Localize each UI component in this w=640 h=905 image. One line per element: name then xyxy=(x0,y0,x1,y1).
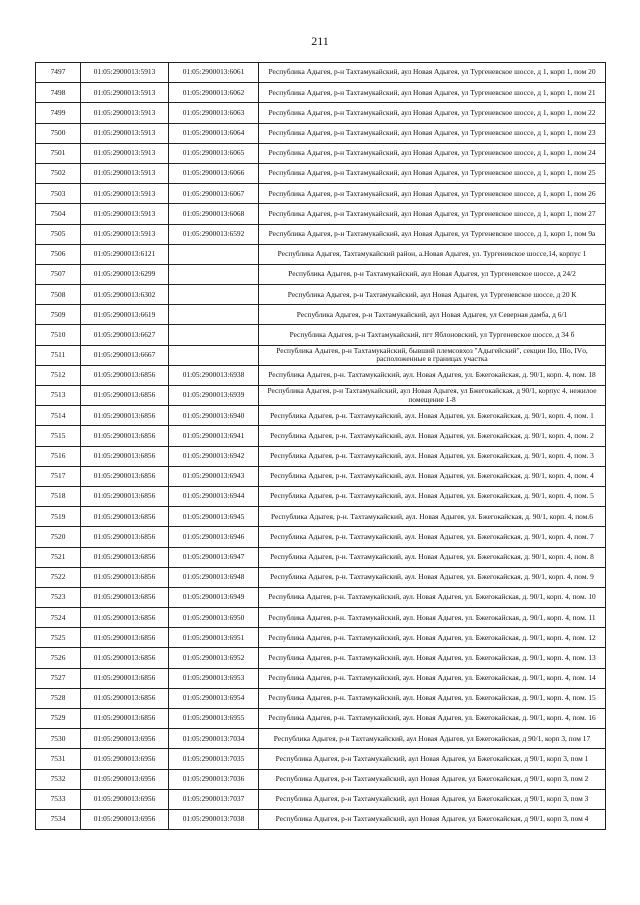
table-row xyxy=(36,305,606,325)
premises-number-cell: 01:05:2900013:6063 xyxy=(169,103,259,123)
row-number-cell: 7503 xyxy=(36,184,81,204)
cadastral-number-cell: 01:05:2900013:6856 xyxy=(81,486,169,506)
premises-number-cell: 01:05:2900013:6940 xyxy=(169,406,259,426)
row-number-cell: 7516 xyxy=(36,446,81,466)
row-number-cell: 7522 xyxy=(36,567,81,587)
cadastral-number-cell: 01:05:2900013:5913 xyxy=(81,63,169,83)
table-row xyxy=(36,608,606,628)
cadastral-number-cell: 01:05:2900013:6856 xyxy=(81,466,169,486)
premises-number-cell: 01:05:2900013:6955 xyxy=(169,709,259,729)
cadastral-number-cell: 01:05:2900013:6856 xyxy=(81,648,169,668)
table-row xyxy=(36,507,606,527)
premises-number-cell: 01:05:2900013:6939 xyxy=(169,386,259,406)
row-number-cell: 7498 xyxy=(36,83,81,103)
address-cell: Республика Адыгея, р-н. Тахтамукайский, аул. Новая Адыгея, ул. Бжегокайская, д. 90/1, корп. 4, пом. 8 xyxy=(259,547,606,567)
table-row xyxy=(36,184,606,204)
address-cell: Республика Адыгея, р-н. Тахтамукайский, аул. Новая Адыгея, ул. Бжегокайская, д. 90/1, корп. 4, пом. 16 xyxy=(259,709,606,729)
address-cell: Республика Адыгея, р-н Тахтамукайский, аул Новая Адыгея, ул Тургеневское шоссе, д 1, корп 1, пом 25 xyxy=(259,163,606,183)
row-number-cell: 7521 xyxy=(36,547,81,567)
premises-number-cell: 01:05:2900013:6952 xyxy=(169,648,259,668)
premises-number-cell: 01:05:2900013:6065 xyxy=(169,143,259,163)
address-cell: Республика Адыгея, р-н Тахтамукайский, аул Новая Адыгея, ул Тургеневское шоссе, д 1, корп 1, пом 20 xyxy=(259,63,606,83)
row-number-cell: 7515 xyxy=(36,426,81,446)
row-number-cell: 7523 xyxy=(36,587,81,607)
address-cell: Республика Адыгея, р-н Тахтамукайский, бывший племсовхоз "Адыгейский", секции IIо, IIIо, IVо, расположенные в границах участка xyxy=(259,345,606,365)
row-number-cell: 7530 xyxy=(36,729,81,749)
cadastral-number-cell: 01:05:2900013:6856 xyxy=(81,628,169,648)
cadastral-number-cell: 01:05:2900013:5913 xyxy=(81,163,169,183)
address-cell: Республика Адыгея, р-н Тахтамукайский, аул Новая Адыгея, ул Тургеневское шоссе, д 1, корп 1, пом 21 xyxy=(259,83,606,103)
address-cell: Республика Адыгея, р-н Тахтамукайский, аул Новая Адыгея, ул Тургеневское шоссе, д 20 К xyxy=(259,285,606,305)
row-number-cell: 7500 xyxy=(36,123,81,143)
address-cell: Республика Адыгея, р-н. Тахтамукайский, аул. Новая Адыгея, ул. Бжегокайская, д. 90/1, корп. 4, пом. 12 xyxy=(259,628,606,648)
address-cell: Республика Адыгея, р-н. Тахтамукайский, аул. Новая Адыгея, ул. Бжегокайская, д. 90/1, корп. 4, пом. 11 xyxy=(259,608,606,628)
table-row xyxy=(36,244,606,264)
cadastral-number-cell: 01:05:2900013:6956 xyxy=(81,809,169,829)
cadastral-number-cell: 01:05:2900013:6856 xyxy=(81,709,169,729)
cadastral-number-cell: 01:05:2900013:6856 xyxy=(81,587,169,607)
table-row xyxy=(36,709,606,729)
premises-number-cell: 01:05:2900013:6938 xyxy=(169,365,259,385)
table-row xyxy=(36,386,606,406)
row-number-cell: 7524 xyxy=(36,608,81,628)
address-cell: Республика Адыгея, р-н Тахтамукайский, аул Новая Адыгея, ул Тургеневское шоссе, д 1, корп 1, пом 22 xyxy=(259,103,606,123)
table-row xyxy=(36,163,606,183)
cadastral-number-cell: 01:05:2900013:6856 xyxy=(81,386,169,406)
cadastral-number-cell: 01:05:2900013:6956 xyxy=(81,729,169,749)
premises-number-cell: 01:05:2900013:7037 xyxy=(169,789,259,809)
premises-number-cell: 01:05:2900013:6941 xyxy=(169,426,259,446)
address-cell: Республика Адыгея, р-н Тахтамукайский, аул Новая Адыгея, ул Бжегокайская, д 90/1, корп 3, пом 2 xyxy=(259,769,606,789)
row-number-cell: 7528 xyxy=(36,688,81,708)
table-row xyxy=(36,547,606,567)
row-number-cell: 7519 xyxy=(36,507,81,527)
address-cell: Республика Адыгея, р-н. Тахтамукайский, аул. Новая Адыгея, ул. Бжегокайская, д. 90/1, корп. 4, пом. 10 xyxy=(259,587,606,607)
premises-number-cell: 01:05:2900013:6067 xyxy=(169,184,259,204)
row-number-cell: 7513 xyxy=(36,386,81,406)
address-cell: Республика Адыгея, р-н. Тахтамукайский, аул. Новая Адыгея, ул. Бжегокайская, д. 90/1, корп. 4, пом.6 xyxy=(259,507,606,527)
table-row xyxy=(36,63,606,83)
address-cell: Республика Адыгея, р-н Тахтамукайский, аул Новая Адыгея, ул Бжегокайская, д 90/1, корпус 4, нежилое помещение 1-8 xyxy=(259,386,606,406)
row-number-cell: 7514 xyxy=(36,406,81,426)
row-number-cell: 7511 xyxy=(36,345,81,365)
cadastral-number-cell: 01:05:2900013:6856 xyxy=(81,567,169,587)
row-number-cell: 7517 xyxy=(36,466,81,486)
address-cell: Республика Адыгея, р-н Тахтамукайский, аул Новая Адыгея, ул Тургеневское шоссе, д 1, корп 1, пом 26 xyxy=(259,184,606,204)
premises-number-cell xyxy=(169,264,259,284)
row-number-cell: 7526 xyxy=(36,648,81,668)
premises-number-cell: 01:05:2900013:6949 xyxy=(169,587,259,607)
table-row xyxy=(36,628,606,648)
premises-number-cell: 01:05:2900013:6592 xyxy=(169,224,259,244)
table-row xyxy=(36,103,606,123)
page-number: 211 xyxy=(311,34,329,48)
address-cell: Республика Адыгея, р-н. Тахтамукайский, аул. Новая Адыгея, ул. Бжегокайская, д. 90/1, корп. 4, пом. 5 xyxy=(259,486,606,506)
row-number-cell: 7520 xyxy=(36,527,81,547)
row-number-cell: 7501 xyxy=(36,143,81,163)
address-cell: Республика Адыгея, р-н Тахтамукайский, аул Новая Адыгея, ул Бжегокайская, д 90/1, корп 3, пом 17 xyxy=(259,729,606,749)
address-cell: Республика Адыгея, р-н. Тахтамукайский, аул. Новая Адыгея, ул. Бжегокайская, д. 90/1, корп. 4, пом. 15 xyxy=(259,688,606,708)
premises-number-cell: 01:05:2900013:7038 xyxy=(169,809,259,829)
premises-number-cell: 01:05:2900013:6947 xyxy=(169,547,259,567)
address-cell: Республика Адыгея, р-н Тахтамукайский, аул Новая Адыгея, ул Тургеневское шоссе, д 1, корп 1, пом 27 xyxy=(259,204,606,224)
cadastral-number-cell: 01:05:2900013:6956 xyxy=(81,749,169,769)
address-cell: Республика Адыгея, р-н. Тахтамукайский, аул. Новая Адыгея, ул. Бжегокайская, д. 90/1, корп. 4, пом. 9 xyxy=(259,567,606,587)
cadastral-number-cell: 01:05:2900013:6856 xyxy=(81,446,169,466)
cadastral-number-cell: 01:05:2900013:6956 xyxy=(81,769,169,789)
premises-number-cell: 01:05:2900013:6944 xyxy=(169,486,259,506)
row-number-cell: 7509 xyxy=(36,305,81,325)
cadastral-number-cell: 01:05:2900013:6856 xyxy=(81,688,169,708)
address-cell: Республика Адыгея, р-н Тахтамукайский, аул Новая Адыгея, ул Северная дамба, д 6/1 xyxy=(259,305,606,325)
address-cell: Республика Адыгея, р-н Тахтамукайский, аул Новая Адыгея, ул Бжегокайская, д 90/1, корп 3, пом 4 xyxy=(259,809,606,829)
premises-number-cell: 01:05:2900013:6954 xyxy=(169,688,259,708)
cadastral-number-cell: 01:05:2900013:6856 xyxy=(81,507,169,527)
row-number-cell: 7497 xyxy=(36,63,81,83)
row-number-cell: 7507 xyxy=(36,264,81,284)
premises-number-cell: 01:05:2900013:6068 xyxy=(169,204,259,224)
cadastral-number-cell: 01:05:2900013:6121 xyxy=(81,244,169,264)
address-cell: Республика Адыгея, р-н Тахтамукайский, аул Новая Адыгея, ул Бжегокайская, д 90/1, корп 3, пом 3 xyxy=(259,789,606,809)
table-row xyxy=(36,204,606,224)
address-cell: Республика Адыгея, р-н Тахтамукайский, аул Новая Адыгея, ул Тургеневское шоссе, д 1, корп 1, пом 24 xyxy=(259,143,606,163)
table-row xyxy=(36,749,606,769)
premises-number-cell: 01:05:2900013:7035 xyxy=(169,749,259,769)
row-number-cell: 7510 xyxy=(36,325,81,345)
row-number-cell: 7512 xyxy=(36,365,81,385)
premises-number-cell: 01:05:2900013:6951 xyxy=(169,628,259,648)
cadastral-number-cell: 01:05:2900013:5913 xyxy=(81,184,169,204)
table-row xyxy=(36,769,606,789)
address-cell: Республика Адыгея, р-н Тахтамукайский, аул Новая Адыгея, ул Тургеневское шоссе, д 1, корп 1, пом 9а xyxy=(259,224,606,244)
row-number-cell: 7504 xyxy=(36,204,81,224)
address-cell: Республика Адыгея, р-н Тахтамукайский, аул Новая Адыгея, ул Тургеневское шоссе, д 1, корп 1, пом 23 xyxy=(259,123,606,143)
row-number-cell: 7499 xyxy=(36,103,81,123)
cadastral-number-cell: 01:05:2900013:6856 xyxy=(81,365,169,385)
table-row xyxy=(36,83,606,103)
cadastral-number-cell: 01:05:2900013:6856 xyxy=(81,668,169,688)
cadastral-number-cell: 01:05:2900013:5913 xyxy=(81,123,169,143)
address-cell: Республика Адыгея, р-н. Тахтамукайский, аул. Новая Адыгея, ул. Бжегокайская, д. 90/1, корп. 4, пом. 18 xyxy=(259,365,606,385)
table-row xyxy=(36,264,606,284)
row-number-cell: 7505 xyxy=(36,224,81,244)
table-row xyxy=(36,567,606,587)
table-row xyxy=(36,224,606,244)
premises-number-cell xyxy=(169,285,259,305)
premises-number-cell xyxy=(169,325,259,345)
address-cell: Республика Адыгея, р-н Тахтамукайский, пгт Яблоновский, ул Тургеневское шоссе, д 34 б xyxy=(259,325,606,345)
address-cell: Республика Адыгея, Тахтамукайский район, а.Новая Адыгея, ул. Тургеневское шоссе,14, корпус 1 xyxy=(259,244,606,264)
row-number-cell: 7508 xyxy=(36,285,81,305)
premises-number-cell: 01:05:2900013:6064 xyxy=(169,123,259,143)
premises-number-cell: 01:05:2900013:6066 xyxy=(169,163,259,183)
row-number-cell: 7525 xyxy=(36,628,81,648)
address-cell: Республика Адыгея, р-н. Тахтамукайский, аул. Новая Адыгея, ул. Бжегокайская, д. 90/1, корп. 4, пом. 14 xyxy=(259,668,606,688)
premises-number-cell: 01:05:2900013:6953 xyxy=(169,668,259,688)
table-row xyxy=(36,789,606,809)
table-row xyxy=(36,648,606,668)
table-row xyxy=(36,406,606,426)
table-row xyxy=(36,688,606,708)
address-cell: Республика Адыгея, р-н Тахтамукайский, аул Новая Адыгея, ул Бжегокайская, д 90/1, корп 3, пом 1 xyxy=(259,749,606,769)
premises-number-cell: 01:05:2900013:6062 xyxy=(169,83,259,103)
row-number-cell: 7529 xyxy=(36,709,81,729)
table-row xyxy=(36,325,606,345)
cadastral-number-cell: 01:05:2900013:6667 xyxy=(81,345,169,365)
registry-table-body xyxy=(36,63,606,830)
cadastral-number-cell: 01:05:2900013:5913 xyxy=(81,103,169,123)
row-number-cell: 7531 xyxy=(36,749,81,769)
row-number-cell: 7533 xyxy=(36,789,81,809)
table-row xyxy=(36,729,606,749)
premises-number-cell xyxy=(169,345,259,365)
cadastral-number-cell: 01:05:2900013:5913 xyxy=(81,143,169,163)
address-cell: Республика Адыгея, р-н. Тахтамукайский, аул. Новая Адыгея, ул. Бжегокайская, д. 90/1, корп. 4, пом. 2 xyxy=(259,426,606,446)
cadastral-number-cell: 01:05:2900013:6856 xyxy=(81,406,169,426)
premises-number-cell xyxy=(169,305,259,325)
table-row xyxy=(36,365,606,385)
cadastral-number-cell: 01:05:2900013:6619 xyxy=(81,305,169,325)
address-cell: Республика Адыгея, р-н. Тахтамукайский, аул. Новая Адыгея, ул. Бжегокайская, д. 90/1, корп. 4, пом. 4 xyxy=(259,466,606,486)
premises-number-cell: 01:05:2900013:7034 xyxy=(169,729,259,749)
table-row xyxy=(36,466,606,486)
table-row xyxy=(36,345,606,365)
row-number-cell: 7502 xyxy=(36,163,81,183)
row-number-cell: 7527 xyxy=(36,668,81,688)
table-row xyxy=(36,426,606,446)
premises-number-cell: 01:05:2900013:6946 xyxy=(169,527,259,547)
premises-number-cell: 01:05:2900013:6950 xyxy=(169,608,259,628)
table-row xyxy=(36,527,606,547)
cadastral-number-cell: 01:05:2900013:6856 xyxy=(81,547,169,567)
premises-number-cell: 01:05:2900013:6942 xyxy=(169,446,259,466)
cadastral-number-cell: 01:05:2900013:6299 xyxy=(81,264,169,284)
row-number-cell: 7534 xyxy=(36,809,81,829)
cadastral-number-cell: 01:05:2900013:6856 xyxy=(81,426,169,446)
cadastral-number-cell: 01:05:2900013:6856 xyxy=(81,527,169,547)
premises-number-cell: 01:05:2900013:6061 xyxy=(169,63,259,83)
cadastral-number-cell: 01:05:2900013:5913 xyxy=(81,204,169,224)
cadastral-number-cell: 01:05:2900013:6627 xyxy=(81,325,169,345)
address-cell: Республика Адыгея, р-н. Тахтамукайский, аул. Новая Адыгея, ул. Бжегокайская, д. 90/1, корп. 4, пом. 7 xyxy=(259,527,606,547)
cadastral-number-cell: 01:05:2900013:5913 xyxy=(81,224,169,244)
address-cell: Республика Адыгея, р-н Тахтамукайский, аул Новая Адыгея, ул Тургеневское шоссе, д 24/2 xyxy=(259,264,606,284)
row-number-cell: 7506 xyxy=(36,244,81,264)
table-row xyxy=(36,123,606,143)
row-number-cell: 7518 xyxy=(36,486,81,506)
cadastral-number-cell: 01:05:2900013:6956 xyxy=(81,789,169,809)
row-number-cell: 7532 xyxy=(36,769,81,789)
address-cell: Республика Адыгея, р-н. Тахтамукайский, аул. Новая Адыгея, ул. Бжегокайская, д. 90/1, корп. 4, пом. 1 xyxy=(259,406,606,426)
premises-number-cell: 01:05:2900013:6945 xyxy=(169,507,259,527)
address-cell: Республика Адыгея, р-н. Тахтамукайский, аул. Новая Адыгея, ул. Бжегокайская, д. 90/1, корп. 4, пом. 13 xyxy=(259,648,606,668)
table-row xyxy=(36,809,606,829)
registry-table xyxy=(35,62,606,830)
cadastral-number-cell: 01:05:2900013:6856 xyxy=(81,608,169,628)
table-row xyxy=(36,446,606,466)
cadastral-number-cell: 01:05:2900013:5913 xyxy=(81,83,169,103)
table-row xyxy=(36,486,606,506)
table-row xyxy=(36,668,606,688)
table-row xyxy=(36,587,606,607)
premises-number-cell: 01:05:2900013:6948 xyxy=(169,567,259,587)
premises-number-cell xyxy=(169,244,259,264)
premises-number-cell: 01:05:2900013:7036 xyxy=(169,769,259,789)
cadastral-number-cell: 01:05:2900013:6302 xyxy=(81,285,169,305)
table-row xyxy=(36,143,606,163)
table-row xyxy=(36,285,606,305)
address-cell: Республика Адыгея, р-н. Тахтамукайский, аул. Новая Адыгея, ул. Бжегокайская, д. 90/1, корп. 4, пом. 3 xyxy=(259,446,606,466)
premises-number-cell: 01:05:2900013:6943 xyxy=(169,466,259,486)
